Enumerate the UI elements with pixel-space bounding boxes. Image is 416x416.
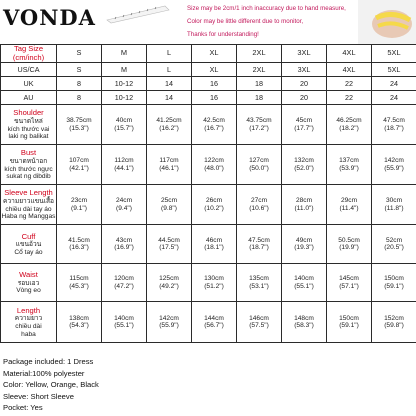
cm-value: 112cm bbox=[114, 157, 134, 165]
inch-value: (55.1") bbox=[114, 322, 134, 330]
measurement-cell bbox=[57, 264, 102, 302]
measurement-cell bbox=[237, 264, 282, 302]
region-size-cell: 2XL bbox=[237, 63, 282, 77]
measurement-row bbox=[1, 225, 416, 264]
measurement-cell bbox=[57, 225, 102, 264]
inch-value: (17.2") bbox=[249, 124, 269, 132]
measurement-cell bbox=[147, 302, 192, 343]
cm-value: 140cm bbox=[294, 275, 314, 283]
inch-value: (17.7") bbox=[294, 124, 314, 132]
measurement-cell bbox=[282, 185, 327, 225]
size-header-row bbox=[1, 45, 416, 63]
measurement-translation: laki ng balikat bbox=[8, 133, 49, 141]
measurement-name: Waist bbox=[19, 270, 38, 279]
measurement-cell bbox=[327, 185, 372, 225]
cm-value: 122cm bbox=[204, 157, 224, 165]
cm-value: 127cm bbox=[249, 157, 269, 165]
region-size-cell: 14 bbox=[147, 77, 192, 91]
pocket-line: Pocket: Yes bbox=[3, 403, 43, 413]
cm-value: 135cm bbox=[249, 275, 269, 283]
measurement-translation: haba bbox=[21, 330, 36, 338]
inch-value: (16.2") bbox=[159, 124, 179, 132]
measurement-row bbox=[1, 264, 416, 302]
material-line: Material:100% polyester bbox=[3, 368, 85, 378]
cm-value: 42.5cm bbox=[203, 117, 225, 125]
region-size-row bbox=[1, 77, 416, 91]
cm-value: 142cm bbox=[159, 314, 179, 322]
package-line: Package included: 1 Dress bbox=[3, 357, 94, 366]
cm-value: 144cm bbox=[204, 314, 224, 322]
measurement-cell bbox=[192, 185, 237, 225]
header bbox=[0, 0, 416, 44]
cm-value: 27cm bbox=[250, 197, 268, 205]
region-size-cell: 24 bbox=[372, 77, 416, 91]
size-header-cell: S bbox=[57, 45, 102, 63]
measurement-row bbox=[1, 302, 416, 343]
region-size-cell: 14 bbox=[147, 91, 192, 105]
measurement-cell bbox=[102, 302, 147, 343]
measurement-translation: kích thước ngực bbox=[4, 165, 53, 173]
measurement-translation: kích thước vai bbox=[7, 125, 50, 133]
measurement-cell bbox=[282, 225, 327, 264]
measurement-translation: รอบเอว bbox=[17, 279, 40, 287]
inch-value: (16.9") bbox=[114, 244, 134, 252]
inch-value: (19.3") bbox=[294, 244, 314, 252]
size-notice bbox=[187, 2, 346, 41]
size-header-cell: XL bbox=[192, 45, 237, 63]
measurement-cell bbox=[147, 264, 192, 302]
inch-value: (16.3") bbox=[69, 244, 89, 252]
inch-value: (9.1") bbox=[71, 204, 87, 212]
inch-value: (50.0") bbox=[249, 164, 269, 172]
inch-value: (18.7") bbox=[249, 244, 269, 252]
cm-value: 46.25cm bbox=[336, 117, 362, 125]
notice-line: Thanks for understanding! bbox=[187, 31, 259, 38]
measurement-cell bbox=[192, 302, 237, 343]
measurement-name: Length bbox=[16, 305, 41, 315]
measurement-label bbox=[1, 264, 57, 302]
cm-value: 107cm bbox=[69, 157, 89, 165]
measurement-cell bbox=[102, 225, 147, 264]
inch-value: (11.0") bbox=[294, 204, 314, 212]
inch-value: (17.5") bbox=[159, 244, 179, 252]
measurement-cell bbox=[327, 105, 372, 145]
measurement-cell bbox=[372, 302, 416, 343]
cm-value: 130cm bbox=[204, 275, 224, 283]
measurement-cell bbox=[57, 185, 102, 225]
measurement-cell bbox=[102, 185, 147, 225]
measurement-translation: sukat ng dibdib bbox=[6, 173, 51, 181]
measurement-cell bbox=[237, 302, 282, 343]
region-size-cell: 20 bbox=[282, 77, 327, 91]
inch-value: (59.1") bbox=[384, 282, 404, 290]
inch-value: (11.4") bbox=[339, 204, 359, 212]
product-details bbox=[3, 356, 413, 414]
region-size-cell: 16 bbox=[192, 91, 237, 105]
cm-value: 46cm bbox=[205, 236, 223, 244]
inch-value: (55.9") bbox=[159, 322, 179, 330]
measurement-translation: แขนอ้วน bbox=[15, 241, 42, 249]
inch-value: (55.9") bbox=[384, 164, 404, 172]
cm-value: 49cm bbox=[295, 236, 313, 244]
region-size-row bbox=[1, 63, 416, 77]
cm-value: 26cm bbox=[205, 197, 223, 205]
inch-value: (57.1") bbox=[339, 282, 359, 290]
measurement-cell bbox=[372, 105, 416, 145]
measurement-name: Shoulder bbox=[13, 108, 44, 118]
inch-value: (54.3") bbox=[69, 322, 89, 330]
measurement-cell bbox=[57, 105, 102, 145]
measurement-name: Cuff bbox=[21, 231, 36, 241]
measurement-cell bbox=[372, 185, 416, 225]
measurement-row bbox=[1, 185, 416, 225]
cm-value: 120cm bbox=[114, 275, 134, 283]
tape-measure-photo bbox=[358, 0, 416, 44]
measurement-cell bbox=[237, 225, 282, 264]
measuring-tape-icon bbox=[105, 2, 175, 24]
measurement-cell bbox=[57, 145, 102, 185]
measurement-translation: ความยาว bbox=[14, 315, 43, 323]
inch-value: (58.3") bbox=[294, 322, 314, 330]
measurement-cell bbox=[147, 225, 192, 264]
size-header-cell: M bbox=[102, 45, 147, 63]
cm-value: 142cm bbox=[384, 157, 404, 165]
region-size-cell: 22 bbox=[327, 77, 372, 91]
measurement-cell bbox=[282, 264, 327, 302]
measurement-name: Bust bbox=[20, 148, 37, 158]
cm-value: 150cm bbox=[339, 314, 359, 322]
measurement-cell bbox=[372, 225, 416, 264]
size-chart-table bbox=[0, 44, 416, 343]
inch-value: (16.7") bbox=[204, 124, 224, 132]
measurement-translation: chiều dài bbox=[15, 323, 42, 330]
inch-value: (18.2") bbox=[339, 124, 359, 132]
size-header-cell: 5XL bbox=[372, 45, 416, 63]
inch-value: (9.8") bbox=[161, 204, 177, 212]
cm-value: 125cm bbox=[159, 275, 179, 283]
region-label: UK bbox=[1, 77, 57, 91]
region-size-cell: L bbox=[147, 63, 192, 77]
cm-value: 117cm bbox=[159, 157, 179, 165]
inch-value: (59.8") bbox=[384, 322, 404, 330]
measurement-translation: Cổ tay áo bbox=[14, 248, 43, 256]
measurement-cell bbox=[102, 264, 147, 302]
region-size-cell: XL bbox=[192, 63, 237, 77]
region-size-cell: M bbox=[102, 63, 147, 77]
inch-value: (44.1") bbox=[114, 164, 134, 172]
measurement-label bbox=[1, 145, 57, 185]
measurement-label bbox=[1, 185, 57, 225]
inch-value: (19.9") bbox=[339, 244, 359, 252]
measurement-cell bbox=[327, 225, 372, 264]
cm-value: 47.5cm bbox=[248, 236, 270, 244]
inch-value: (9.4") bbox=[116, 204, 132, 212]
measurement-translation: chiều dài tay áo bbox=[5, 205, 52, 213]
cm-value: 152cm bbox=[384, 314, 404, 322]
cm-value: 28cm bbox=[295, 197, 313, 205]
measurement-cell bbox=[147, 145, 192, 185]
region-size-cell: 10-12 bbox=[102, 77, 147, 91]
cm-value: 50.5cm bbox=[338, 236, 360, 244]
sleeve-line: Sleeve: Short Sleeve bbox=[3, 391, 74, 401]
region-size-cell: 18 bbox=[237, 77, 282, 91]
cm-value: 30cm bbox=[385, 197, 403, 205]
region-size-cell: 18 bbox=[237, 91, 282, 105]
inch-value: (59.1") bbox=[339, 322, 359, 330]
measurement-translation: Vòng eo bbox=[16, 287, 41, 295]
tag-size-label: Tag Size (cm/inch) bbox=[1, 45, 57, 63]
inch-value: (18.7") bbox=[384, 124, 404, 132]
size-header-cell: 2XL bbox=[237, 45, 282, 63]
measurement-cell bbox=[237, 105, 282, 145]
measurement-cell bbox=[327, 264, 372, 302]
cm-value: 132cm bbox=[294, 157, 314, 165]
inch-value: (15.3") bbox=[69, 124, 89, 132]
measurement-cell bbox=[147, 185, 192, 225]
cm-value: 23cm bbox=[70, 197, 88, 205]
region-label: US/CA bbox=[1, 63, 57, 77]
region-size-cell: 4XL bbox=[327, 63, 372, 77]
measurement-translation: ขนาดไหล่ bbox=[14, 117, 43, 125]
region-size-cell: 8 bbox=[57, 91, 102, 105]
size-header-cell: 3XL bbox=[282, 45, 327, 63]
measurement-cell bbox=[192, 145, 237, 185]
region-size-cell: 20 bbox=[282, 91, 327, 105]
inch-value: (42.1") bbox=[69, 164, 89, 172]
measurement-cell bbox=[192, 225, 237, 264]
measurement-cell bbox=[327, 145, 372, 185]
measurement-cell bbox=[282, 105, 327, 145]
measurement-cell bbox=[147, 105, 192, 145]
region-label: AU bbox=[1, 91, 57, 105]
cm-value: 43cm bbox=[115, 236, 133, 244]
size-header-cell: L bbox=[147, 45, 192, 63]
measurement-cell bbox=[57, 302, 102, 343]
measurement-cell bbox=[372, 264, 416, 302]
cm-value: 138cm bbox=[69, 314, 89, 322]
inch-value: (46.1") bbox=[159, 164, 179, 172]
measurement-cell bbox=[237, 185, 282, 225]
measurement-cell bbox=[237, 145, 282, 185]
inch-value: (10.2") bbox=[204, 204, 224, 212]
inch-value: (49.2") bbox=[159, 282, 179, 290]
measurement-cell bbox=[282, 145, 327, 185]
cm-value: 38.75cm bbox=[66, 117, 92, 125]
cm-value: 115cm bbox=[69, 275, 89, 283]
measurement-cell bbox=[102, 145, 147, 185]
inch-value: (48.0") bbox=[204, 164, 224, 172]
cm-value: 148cm bbox=[294, 314, 314, 322]
cm-value: 45cm bbox=[295, 117, 313, 125]
inch-value: (52.0") bbox=[294, 164, 314, 172]
measurement-cell bbox=[192, 264, 237, 302]
inch-value: (51.2") bbox=[204, 282, 224, 290]
cm-value: 43.75cm bbox=[246, 117, 272, 125]
inch-value: (55.1") bbox=[294, 282, 314, 290]
cm-value: 29cm bbox=[340, 197, 358, 205]
cm-value: 150cm bbox=[384, 275, 404, 283]
cm-value: 47.5cm bbox=[383, 117, 405, 125]
measurement-cell bbox=[327, 302, 372, 343]
measurement-cell bbox=[372, 145, 416, 185]
region-size-row bbox=[1, 91, 416, 105]
measurement-name: Sleeve Length bbox=[4, 188, 53, 198]
region-size-cell: 8 bbox=[57, 77, 102, 91]
region-size-cell: 5XL bbox=[372, 63, 416, 77]
cm-value: 25cm bbox=[160, 197, 178, 205]
color-line: Color: Yellow, Orange, Black bbox=[3, 380, 99, 390]
measurement-translation: ขนาดหน้าอก bbox=[9, 157, 48, 165]
inch-value: (45.3") bbox=[69, 282, 89, 290]
cm-value: 137cm bbox=[339, 157, 359, 165]
inch-value: (11.8") bbox=[384, 204, 404, 212]
region-size-cell: S bbox=[57, 63, 102, 77]
region-size-cell: 3XL bbox=[282, 63, 327, 77]
inch-value: (57.5") bbox=[249, 322, 269, 330]
measurement-row bbox=[1, 105, 416, 145]
inch-value: (53.1") bbox=[249, 282, 269, 290]
brand-logo: VONDA bbox=[3, 5, 96, 30]
region-size-cell: 22 bbox=[327, 91, 372, 105]
cm-value: 140cm bbox=[114, 314, 134, 322]
size-header-cell: 4XL bbox=[327, 45, 372, 63]
inch-value: (15.7") bbox=[114, 124, 134, 132]
cm-value: 41.25cm bbox=[156, 117, 182, 125]
measurement-translation: Haba ng Manggas bbox=[1, 213, 56, 221]
cm-value: 24cm bbox=[115, 197, 133, 205]
cm-value: 52cm bbox=[385, 236, 403, 244]
inch-value: (53.9") bbox=[339, 164, 359, 172]
measurement-label bbox=[1, 225, 57, 264]
notice-line: Size may be 2cm/1 inch inaccuracy due to hand measure, bbox=[187, 5, 346, 12]
measurement-translation: ความยาวแขนเสื้อ bbox=[3, 197, 54, 205]
region-size-cell: 10-12 bbox=[102, 91, 147, 105]
inch-value: (47.2") bbox=[114, 282, 134, 290]
inch-value: (56.7") bbox=[204, 322, 224, 330]
inch-value: (10.6") bbox=[249, 204, 269, 212]
cm-value: 40cm bbox=[115, 117, 133, 125]
measurement-label bbox=[1, 302, 57, 343]
measurement-label bbox=[1, 105, 57, 145]
measurement-cell bbox=[102, 105, 147, 145]
measurement-cell bbox=[192, 105, 237, 145]
cm-value: 146cm bbox=[249, 314, 269, 322]
inch-value: (20.5") bbox=[384, 244, 404, 252]
inch-value: (18.1") bbox=[204, 244, 224, 252]
cm-value: 41.5cm bbox=[68, 236, 90, 244]
cm-value: 44.5cm bbox=[158, 236, 180, 244]
measurement-cell bbox=[282, 302, 327, 343]
region-size-cell: 24 bbox=[372, 91, 416, 105]
notice-line: Color may be little different due to monitor, bbox=[187, 18, 304, 25]
measurement-row bbox=[1, 145, 416, 185]
cm-value: 145cm bbox=[339, 275, 359, 283]
region-size-cell: 16 bbox=[192, 77, 237, 91]
